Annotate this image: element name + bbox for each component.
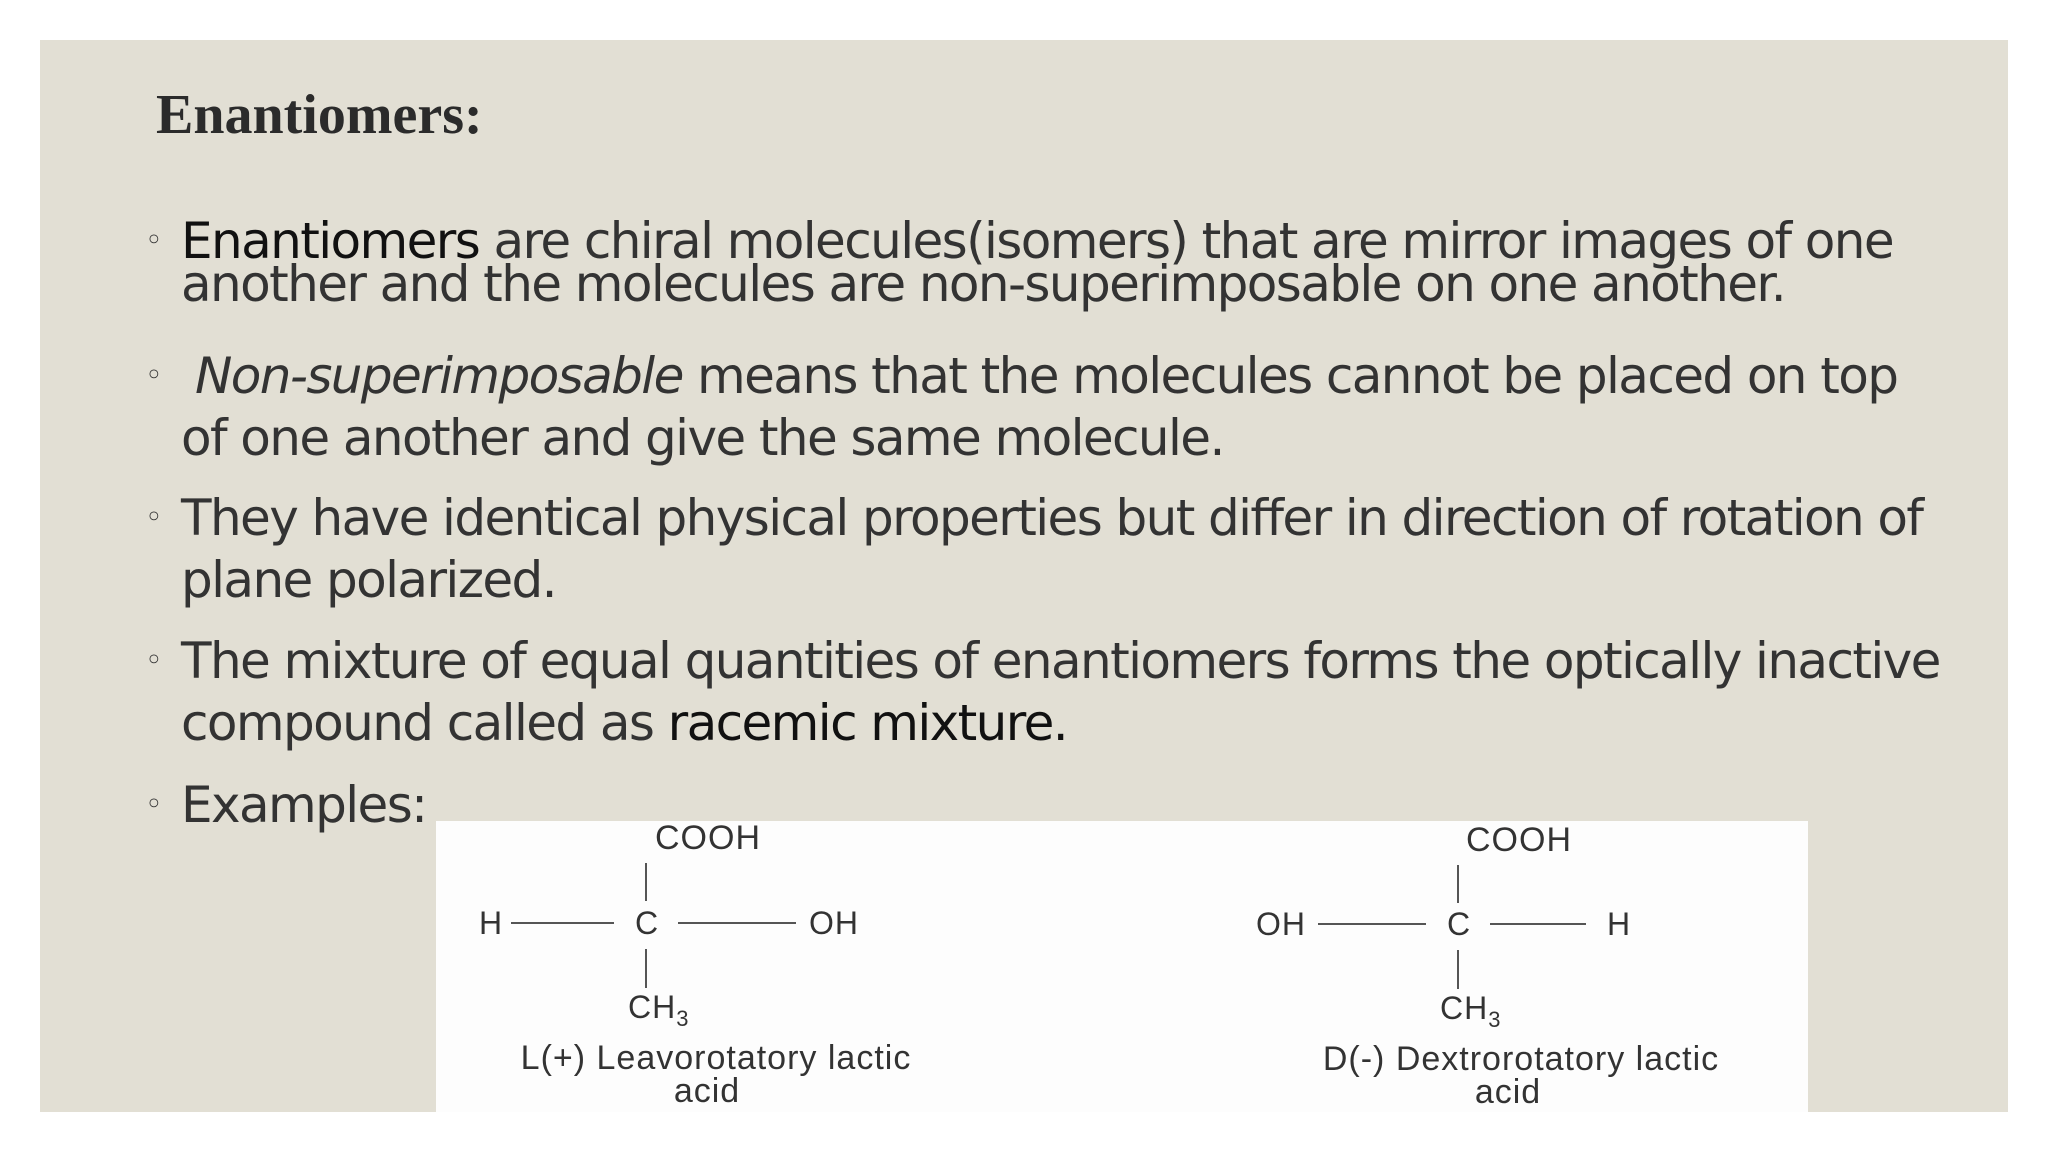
right-bottom-group: $CH_3$ bbox=[1440, 990, 1502, 1032]
bullet-line: The mixture of equal quantities of enantiomers forms the optically inactive bbox=[181, 632, 1940, 690]
left-caption-line2: acid bbox=[673, 1072, 741, 1110]
bullet-marker-icon: ◦ bbox=[145, 787, 162, 822]
right-top-group: COOH bbox=[1466, 821, 1572, 859]
bullet-marker-icon: ◦ bbox=[145, 643, 162, 678]
right-left-group: OH bbox=[1256, 906, 1306, 942]
bullet-line: another and the molecules are non-superimposable on one another. bbox=[181, 255, 1786, 313]
bullet-line bbox=[181, 692, 1067, 754]
right-caption-line1: D(-) Dextrorotatory lactic bbox=[1322, 1040, 1720, 1078]
lactic-acid-figure bbox=[436, 821, 1808, 1112]
bullet-marker-icon: ◦ bbox=[145, 223, 162, 258]
right-center-atom: C bbox=[1446, 906, 1472, 942]
structures-svg bbox=[436, 821, 1808, 1112]
left-bottom-group: $CH_3$ bbox=[628, 989, 690, 1031]
term-non-superimposable: Non-superimposable bbox=[195, 347, 683, 405]
slide bbox=[40, 40, 2008, 1112]
left-top-group: COOH bbox=[655, 821, 761, 857]
bullet-line: plane polarized. bbox=[181, 551, 556, 609]
right-caption-line2: acid bbox=[1474, 1073, 1542, 1111]
bullet-line bbox=[195, 345, 1897, 407]
bullet-text: are chiral molecules(isomers) that are mirror images of one bbox=[479, 212, 1893, 270]
bullet-line: of one another and give the same molecule. bbox=[181, 409, 1224, 467]
bullet-text: means that the molecules cannot be placed on top bbox=[682, 347, 1898, 405]
bullet-line: They have identical physical properties but differ in direction of rotation of bbox=[181, 489, 1923, 547]
slide-title: Enantiomers: bbox=[156, 84, 483, 146]
bullet-text: compound called as bbox=[181, 694, 668, 752]
bullet-line: Examples: bbox=[181, 776, 427, 834]
left-structure bbox=[479, 821, 911, 1110]
left-right-group: OH bbox=[809, 905, 859, 941]
left-caption-line1: L(+) Leavorotatory lactic bbox=[520, 1039, 912, 1077]
bullet-marker-icon: ◦ bbox=[145, 500, 162, 535]
right-structure bbox=[1256, 821, 1719, 1111]
left-left-group: H bbox=[478, 905, 504, 941]
left-center-atom: C bbox=[634, 905, 660, 941]
bullet-marker-icon: ◦ bbox=[145, 358, 162, 393]
right-right-group: H bbox=[1606, 906, 1632, 942]
term-enantiomers: Enantiomers bbox=[181, 212, 480, 270]
term-racemic-mixture: racemic mixture. bbox=[667, 694, 1068, 752]
